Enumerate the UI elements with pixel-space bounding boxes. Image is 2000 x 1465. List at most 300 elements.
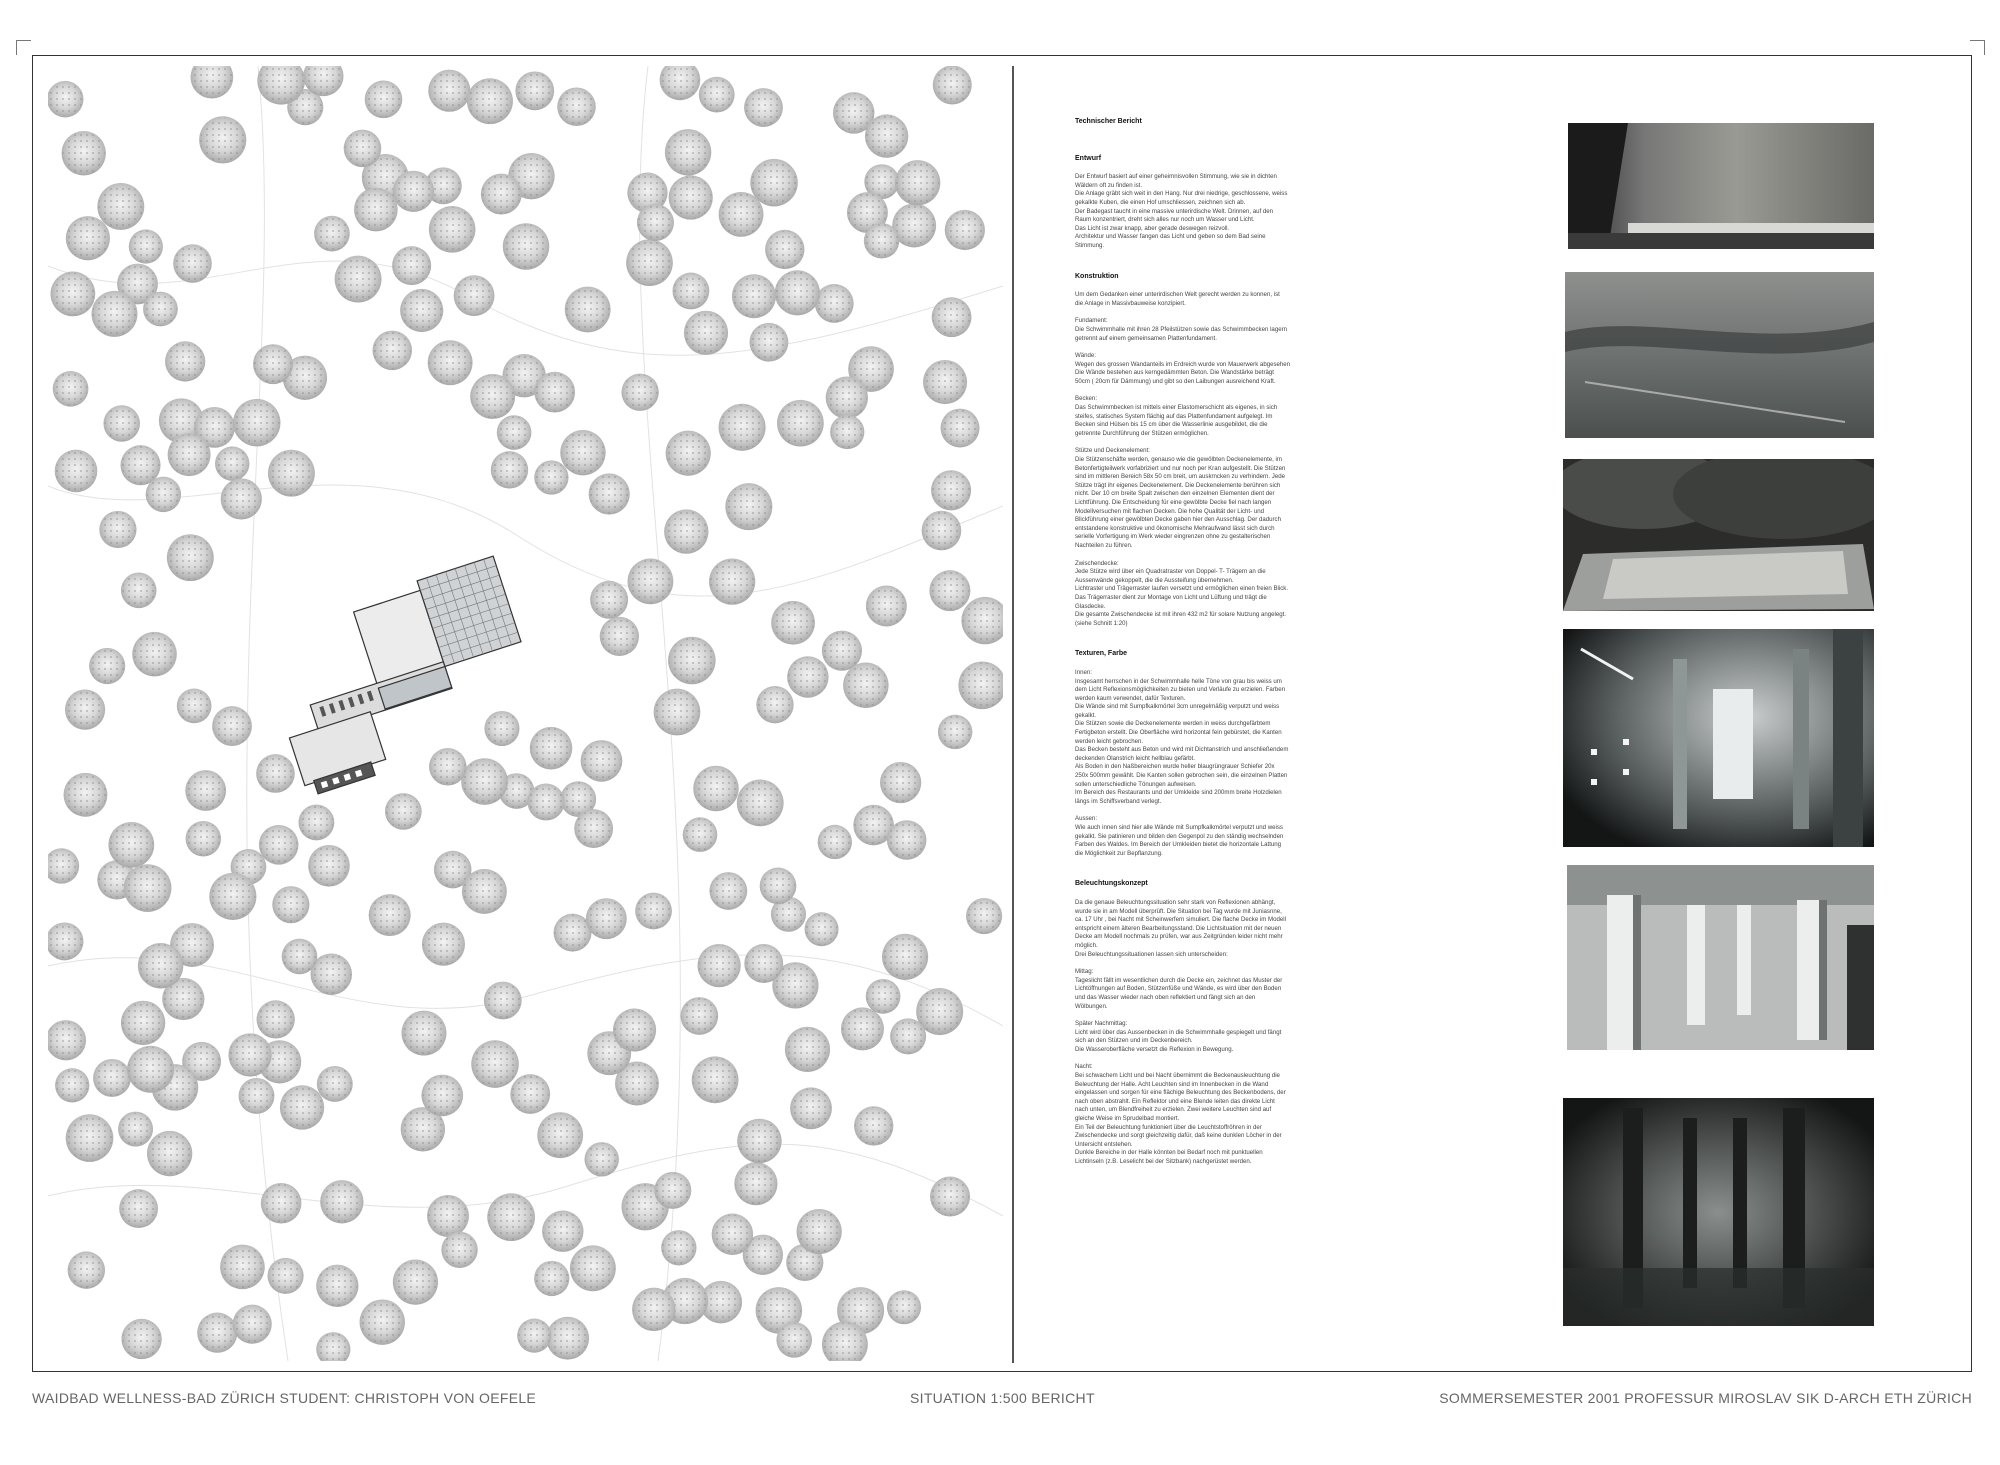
- tree-canopy-texture: [213, 707, 251, 745]
- report-text-line: Wie auch innen sind hier alle Wände mit Sumpfkalkmörtel verputzt und weiss: [1075, 824, 1283, 831]
- report-text-line: Die gesamte Zwischendecke ist mit ihren 432 m2 für solare Nutzung angelegt.: [1075, 611, 1287, 619]
- tree-canopy-texture: [122, 446, 160, 484]
- tree-canopy-texture: [119, 1113, 152, 1146]
- tree-canopy-texture: [881, 763, 920, 802]
- tree-canopy-texture: [693, 1057, 738, 1102]
- report-section-heading: Konstruktion: [1075, 272, 1119, 280]
- tree-canopy-texture: [394, 1261, 437, 1304]
- report-text-line: nach oben abstrahlt. Ein Reflektor und eine Blende leiten das direkte Licht: [1075, 1097, 1275, 1105]
- report-text-line: Zwischendecke und sorgt gleichzeitig dafür, daß keine dunklen Löcher in der: [1075, 1132, 1282, 1140]
- report-text-line: Wände:: [1075, 352, 1097, 360]
- report-text-line: Zwischendecke:: [1075, 559, 1119, 567]
- tree-canopy-texture: [516, 72, 553, 109]
- tree-canopy-texture: [210, 874, 255, 919]
- tree-canopy-texture: [361, 1300, 404, 1343]
- report-text-line: Als Boden in den Naßbereichen wurde heller blaugrüngrauer Schiefer 20x: [1075, 763, 1275, 771]
- report-text-line: Die Wasseroberfläche versetzt die Reflexion in Bewegung.: [1075, 1045, 1234, 1053]
- tree-canopy-texture: [590, 474, 629, 513]
- tree-canopy-texture: [655, 1173, 690, 1208]
- tree-canopy-texture: [174, 245, 211, 282]
- tree-canopy-texture: [94, 1060, 130, 1096]
- report-text-line: Farben des Waldes. Im Bereich der Umkleiden bietet die horizontale Lattung: [1075, 841, 1282, 849]
- tree-canopy-texture: [455, 276, 494, 315]
- report-text-line: Raum konzentriert, dreht sich alles nur noch um Wasser und Licht.: [1075, 216, 1255, 224]
- report-text-line: und das Wasser wieder nach oben reflektiert und fängt sich an den: [1075, 993, 1256, 1001]
- tree-canopy-texture: [726, 484, 771, 529]
- tree-canopy-texture: [133, 633, 176, 676]
- report-section-heading: Texturen, Farbe: [1075, 650, 1127, 658]
- tree-canopy-texture: [283, 940, 317, 974]
- tree-canopy-texture: [401, 290, 442, 331]
- report-text-line: Die Wände sind mit Sumpfkalkmörtel 3cm unregelmäßig verputzt und weiss: [1075, 703, 1280, 711]
- tree-canopy-texture: [601, 618, 638, 655]
- tree-canopy-texture: [934, 66, 971, 103]
- tree-canopy-texture: [169, 434, 210, 475]
- tree-canopy-texture: [777, 1323, 811, 1357]
- tree-canopy-texture: [269, 1259, 303, 1293]
- tree-canopy-texture: [442, 1233, 476, 1267]
- tree-canopy-texture: [761, 869, 796, 904]
- tree-canopy-texture: [627, 240, 672, 285]
- tree-canopy-texture: [122, 1320, 160, 1358]
- report-text-line: werden kaum verwendet, dafür Texturen.: [1075, 694, 1186, 702]
- tree-canopy-texture: [122, 1002, 164, 1044]
- footer-plan-label: SITUATION 1:500 BERICHT: [910, 1390, 1095, 1406]
- tree-canopy-texture: [48, 82, 82, 117]
- tree-canopy-texture: [867, 980, 900, 1013]
- tree-canopy-texture: [667, 432, 710, 475]
- tree-canopy-texture: [430, 207, 475, 252]
- tree-canopy-texture: [967, 899, 1001, 933]
- tree-canopy-texture: [585, 1143, 617, 1175]
- tree-canopy-texture: [662, 1231, 695, 1264]
- tree-canopy-texture: [791, 1088, 831, 1128]
- photo-pool-water: [1565, 272, 1874, 438]
- report-text-line: Aussen:: [1075, 815, 1098, 823]
- tree-canopy-texture: [893, 205, 935, 247]
- report-text-line: serielle Vorfertigung im Werk wieder eingrenzen ohne zu gestalterischen: [1075, 533, 1271, 541]
- tree-canopy-texture: [122, 574, 156, 608]
- tree-canopy-texture: [498, 416, 531, 449]
- report-text-line: (siehe Schnitt 1:20): [1075, 619, 1128, 627]
- report-paragraph: [1075, 1020, 1315, 1054]
- tree-canopy-texture: [959, 662, 1003, 708]
- tree-canopy-texture: [482, 175, 521, 214]
- tree-canopy-texture: [561, 431, 604, 474]
- report-paragraph: [1075, 447, 1315, 550]
- report-text-line: Das Trägerraster dient zur Montage von Licht und Lüftung und trägt die: [1075, 593, 1267, 601]
- report-text-line: Aussenwände gekoppelt, die die Aussteifung übernehmen.: [1075, 576, 1234, 584]
- tree-canopy-texture: [309, 846, 349, 886]
- tree-canopy-texture: [629, 559, 673, 603]
- tree-canopy-texture: [674, 274, 709, 309]
- tree-canopy-texture: [823, 632, 861, 670]
- tree-canopy-texture: [681, 998, 717, 1034]
- tree-canopy-texture: [896, 161, 939, 204]
- report-text-line: werden leicht gebrochen.: [1075, 737, 1144, 745]
- tree-canopy-texture: [778, 401, 823, 446]
- tree-canopy-texture: [130, 230, 162, 262]
- sheet-divider: [1012, 66, 1014, 1363]
- tree-canopy-texture: [844, 664, 887, 707]
- report-title: Technischer Bericht: [1075, 118, 1142, 125]
- tree-canopy-texture: [67, 217, 109, 259]
- tree-canopy-texture: [842, 1008, 883, 1049]
- tree-canopy-texture: [738, 1120, 780, 1162]
- tree-canopy-texture: [622, 375, 657, 410]
- tree-canopy-texture: [638, 205, 673, 240]
- tree-canopy-texture: [866, 115, 907, 156]
- tree-canopy-texture: [535, 373, 574, 412]
- tree-canopy-texture: [933, 298, 971, 336]
- tree-canopy-texture: [186, 771, 225, 810]
- report-text-line: Mittag:: [1075, 968, 1094, 976]
- tree-canopy-texture: [262, 1184, 301, 1223]
- tree-canopy-texture: [67, 1115, 113, 1161]
- tree-canopy-texture: [269, 451, 314, 496]
- report-text-line: gleiche Weise im Sprudelbad montiert.: [1075, 1115, 1180, 1123]
- tree-canopy-texture: [373, 332, 411, 370]
- tree-canopy-texture: [198, 1314, 236, 1352]
- report-text-line: Architektur und Wasser fangen das Licht und geben so dem Bad seine: [1075, 233, 1266, 241]
- tree-canopy-texture: [930, 571, 969, 610]
- photo-interior-columns-dusk: [1563, 1098, 1874, 1326]
- tree-canopy-texture: [883, 935, 927, 979]
- tree-canopy-texture: [321, 1181, 362, 1222]
- tree-canopy-texture: [776, 271, 819, 314]
- tree-canopy-texture: [69, 1252, 104, 1287]
- tree-canopy-texture: [511, 1075, 549, 1113]
- tree-canopy-texture: [558, 88, 595, 125]
- report-text-line: ca. 17 Uhr , bei Nacht mit Scheinwerfern simuliert. Die flache Decke im Modell: [1075, 916, 1286, 924]
- report-text-line: Fundament:: [1075, 317, 1108, 325]
- tree-canopy-texture: [240, 1079, 274, 1113]
- report-paragraph: [1075, 317, 1315, 343]
- tree-canopy-texture: [144, 293, 177, 326]
- tree-canopy-texture: [518, 1320, 550, 1352]
- tree-canopy-texture: [429, 341, 472, 384]
- tree-canopy-texture: [798, 1210, 841, 1253]
- tree-canopy-texture: [738, 781, 783, 826]
- report-text-line: sind im mittleren Bereich 58x 50 cm breit, um auskrncken zu verhindern. Jede: [1075, 473, 1285, 481]
- photo-outdoor-pool-garden: [1563, 459, 1874, 611]
- site-plan: [48, 66, 1003, 1361]
- tree-canopy-texture: [65, 774, 107, 816]
- tree-canopy-texture: [428, 1196, 468, 1236]
- tree-canopy-texture: [393, 247, 430, 284]
- tree-canopy-texture: [710, 873, 746, 909]
- tree-canopy-texture: [827, 377, 867, 417]
- tree-canopy-texture: [254, 345, 292, 383]
- report-text-line: Glasdecke.: [1075, 602, 1106, 610]
- tree-canopy-texture: [757, 687, 792, 722]
- tree-canopy-texture: [318, 1067, 352, 1101]
- report-text-line: Wölbungen.: [1075, 1002, 1108, 1010]
- tree-canopy-texture: [56, 1069, 88, 1101]
- site-plan-drawing: [48, 66, 1003, 1361]
- tree-canopy-texture: [720, 405, 765, 450]
- report-text-line: Wegen des grossen Wandanteils im Erdreich wurde von Mauerwerk abgesehen: [1075, 360, 1291, 368]
- report-text-line: Dunkle Bereiche in der Halle könnten bei Bedarf noch mit punktuellen: [1075, 1149, 1263, 1157]
- tree-canopy-texture: [924, 361, 966, 403]
- tree-canopy-texture: [93, 292, 137, 336]
- report-paragraph: [1075, 173, 1315, 250]
- tree-canopy-texture: [766, 231, 803, 268]
- report-text-line: Da die genaue Beleuchtungssituation sehr stark von Reflexionen abhängt,: [1075, 898, 1276, 906]
- report-text-line: 50cm ( 20cm für Dämmung) und gibt so den Laibungen ausreichend Kraft.: [1075, 377, 1276, 385]
- report-text-line: Untersicht entstehen.: [1075, 1140, 1133, 1148]
- report-section: [1075, 273, 1315, 629]
- tree-canopy-texture: [216, 447, 248, 479]
- tree-canopy-texture: [535, 1262, 568, 1295]
- tree-canopy-texture: [120, 1190, 157, 1227]
- tree-canopy-texture: [591, 582, 627, 618]
- report-text-line: Decke am Modell nochmals zu prüfen, war aus Zeitgründen leider nicht mehr: [1075, 933, 1283, 941]
- report-text-line: Die Stützen sowie die Deckenelemente werden in weiss durchgefärbtem: [1075, 720, 1271, 728]
- tree-canopy-texture: [888, 1291, 920, 1323]
- tree-canopy-texture: [504, 224, 549, 269]
- tree-canopy-texture: [430, 749, 465, 784]
- report-text-line: Drei Beleuchtungssituationen lassen sich unterscheiden:: [1075, 950, 1228, 958]
- report-text-line: Stimmung.: [1075, 241, 1105, 249]
- tree-canopy-texture: [485, 712, 518, 745]
- photo-interior-columns-day: [1567, 865, 1874, 1050]
- report-text-line: sollen unterschiedliche Tönungen aufweisen.: [1075, 780, 1197, 788]
- report-text-line: Blickführung einer gewölbten Decke gaben hier den Ausschlag. Der dadurch: [1075, 516, 1281, 524]
- report-text-line: Das Schwimmbecken ist mittels einer Elastomerschicht als eigenes, in sich: [1075, 404, 1278, 412]
- tree-canopy-texture: [273, 887, 308, 922]
- tree-canopy-texture: [422, 1076, 462, 1116]
- tree-canopy-texture: [485, 983, 521, 1019]
- tree-canopy-texture: [917, 989, 962, 1034]
- report-text-line: Lichtinseln (z.B. Leselicht bei der Sitzbank) nachgerüstet werden.: [1075, 1158, 1252, 1165]
- tree-canopy-texture: [831, 416, 863, 448]
- tree-canopy-texture: [555, 915, 591, 951]
- report-text-line: Lichtraster und Trägerraster laufen versetzt und ermöglichen einen freien Blick.: [1075, 585, 1289, 593]
- report-text-line: Wäldern oft zu finden ist.: [1075, 181, 1143, 189]
- tree-canopy-texture: [670, 176, 712, 218]
- report-text-line: Bei schwachem Licht und bei Nacht übernimmt die Beckenausleuchtung die: [1075, 1072, 1280, 1080]
- tree-canopy-texture: [939, 716, 971, 748]
- tree-canopy-texture: [366, 81, 402, 117]
- report-text-line: Lichtöffnungen auf Boden, Stützenfüße und Wände, es wird über den Boden: [1075, 985, 1282, 993]
- report-text-line: Die Wände bestehen aus kerngedämmten Beton. Die Wandstärke beträgt: [1075, 369, 1274, 377]
- report-text-line: nach unten, um Blendfreiheit zu erzielen. Zwei weitere Leuchten sind auf: [1075, 1106, 1272, 1114]
- footer-semester-chair: SOMMERSEMESTER 2001 PROFESSUR MIROSLAV SIK D-ARCH ETH ZÜRICH: [1439, 1390, 1972, 1406]
- report-section-heading: Entwurf: [1075, 154, 1102, 162]
- tree-canopy-texture: [488, 1194, 534, 1240]
- report-paragraph: [1075, 815, 1315, 858]
- tree-canopy-texture: [528, 784, 563, 819]
- report-text-line: wurde sie in am Modell überprüft. Die Situation bei Tag wurde mit Juniasnne,: [1075, 907, 1282, 915]
- tree-canopy-texture: [819, 826, 851, 858]
- tree-canopy-texture: [932, 471, 970, 509]
- tree-canopy-texture: [865, 224, 899, 258]
- tree-canopy-group: [48, 66, 1003, 1361]
- tree-canopy-texture: [531, 728, 572, 769]
- tree-canopy-texture: [633, 1289, 674, 1330]
- report-text-line: Tageslicht fällt im wesentlichen durch die Decke ein, zeichnet das Muster der: [1075, 976, 1283, 984]
- report-text-line: Licht wird über das Aussenbecken in die Schwimmhalle gespiegelt und fängt: [1075, 1028, 1282, 1036]
- tree-canopy-texture: [90, 649, 124, 683]
- tree-canopy-texture: [221, 1246, 264, 1289]
- tree-canopy-texture: [147, 478, 180, 511]
- tree-canopy-texture: [98, 184, 143, 229]
- tree-canopy-texture: [468, 79, 512, 123]
- tree-canopy-texture: [315, 217, 349, 251]
- tree-canopy-texture: [402, 1012, 445, 1055]
- report-text-line: Betonfertigteilwerk vorfabriziert und nur noch per Kran aufgestellt. Die Stützen: [1075, 464, 1286, 472]
- crop-mark-top-right: [1970, 40, 1985, 55]
- report-text-line: Das Licht ist zwar knapp, aber gerade deswegen reizvoll.: [1075, 224, 1230, 232]
- tree-canopy-texture: [786, 1028, 829, 1071]
- tree-canopy-texture: [281, 1086, 323, 1128]
- report-sections: [1075, 155, 1315, 1167]
- tree-canopy-texture: [56, 451, 97, 492]
- tree-canopy-texture: [575, 810, 612, 847]
- report-text-line: nicht. Der 10 cm breite Spalt zwischen den einzelnen Elementen dient der: [1075, 490, 1275, 498]
- report-text-line: deckenden Ölanstrich leicht hellblau gefärbt.: [1075, 754, 1195, 762]
- tree-canopy-texture: [684, 818, 717, 851]
- tree-canopy-texture: [582, 741, 622, 781]
- tree-canopy-texture: [713, 1214, 753, 1254]
- tree-canopy-texture: [665, 510, 707, 552]
- tree-canopy-texture: [345, 131, 381, 167]
- tree-canopy-texture: [698, 945, 739, 986]
- report-text-line: getrennt auf einem gemeinsamen Plattenfundament.: [1075, 334, 1217, 342]
- tree-canopy-texture: [148, 1132, 191, 1175]
- tree-canopy-texture: [942, 410, 979, 447]
- tree-canopy-texture: [655, 690, 700, 735]
- tree-canopy-texture: [336, 257, 381, 302]
- tree-canopy-texture: [669, 638, 715, 684]
- report-text-line: dem Licht Reflexionsmöglichkeiten zu bieten und Verläufe zu erzielen. Farben: [1075, 686, 1286, 694]
- tree-canopy-texture: [229, 1034, 270, 1075]
- report-text-line: Um dem Gedanken einer unterirdischen Welt gerecht werden zu konnen, ist: [1075, 291, 1280, 299]
- tree-canopy-texture: [471, 375, 514, 418]
- report-paragraph: [1075, 560, 1315, 629]
- report-paragraph: [1075, 968, 1315, 1011]
- tree-canopy-texture: [200, 117, 245, 162]
- tree-canopy-texture: [51, 273, 94, 316]
- report-paragraph: [1075, 899, 1315, 959]
- tree-canopy-texture: [710, 560, 754, 604]
- report-text-line: Beleuchtung der Halle. Acht Leuchten sind im Innenbecken in die Wand: [1075, 1080, 1269, 1088]
- tree-canopy-texture: [312, 954, 352, 994]
- report-text-line: Die Anlage gräbt sich weit in den Hang. Nur drei niedrige, geschlossene, weiss: [1075, 190, 1288, 198]
- tree-canopy-texture: [867, 587, 906, 626]
- tree-canopy-texture: [166, 342, 204, 380]
- report-paragraph: [1075, 291, 1315, 308]
- tree-canopy-texture: [63, 132, 105, 174]
- photo-model-wall-light: [1568, 123, 1874, 249]
- tree-canopy-texture: [260, 826, 298, 864]
- report-text-line: Jede Stütze wird über ein Quadratraster von Doppel- T- Trägern an die: [1075, 568, 1266, 576]
- report-text-line: die Anlage in Massivbauweise konzipiert.: [1075, 299, 1186, 307]
- building-plan: [255, 556, 546, 797]
- tree-canopy-texture: [566, 288, 610, 332]
- report-text-line: eingelassen und sorgen für eine flächige Beleuchtung des Beckenbodens, der: [1075, 1089, 1286, 1097]
- tree-canopy-texture: [694, 767, 737, 810]
- tree-canopy-texture: [386, 794, 421, 829]
- report-text-line: entstandene konstruktive und ökonomische Mehraufwand lässt sich durch: [1075, 524, 1275, 532]
- tree-canopy-texture: [543, 1212, 582, 1251]
- report-text-line: Ein Teil der Beleuchtung funktioniert über die Leuchtstoffröhren in der: [1075, 1123, 1262, 1131]
- report-text-line: steifes, statisches System flächig auf das Plattenfundament aufgelegt. Im: [1075, 412, 1273, 420]
- report-text-line: Das Becken besteht aus Beton und wird mit Dichtanstrich und anschließendem: [1075, 746, 1289, 754]
- tree-canopy-texture: [257, 755, 294, 792]
- report-text-line: Später Nachmittag:: [1075, 1020, 1128, 1028]
- report-text-line: entspricht einem älteren Bearbeitungsstand. Die Lichtsituation mit der neuen: [1075, 924, 1282, 932]
- tree-canopy-texture: [788, 657, 827, 696]
- tree-canopy-texture: [100, 512, 135, 547]
- report-text-line: Fertigbeton erstellt. Die Oberfläche wird horizontal fein gebürstet, die Kanten: [1075, 729, 1282, 737]
- tree-canopy-texture: [888, 821, 926, 859]
- tree-canopy-texture: [587, 899, 626, 938]
- tree-canopy-texture: [222, 479, 261, 518]
- report-text-line: getrennte Durchführung der Stützen ermöglichen.: [1075, 429, 1209, 437]
- report-section: [1075, 650, 1315, 858]
- photo-interior-corridor-night: [1563, 629, 1874, 847]
- report-text-line: Nachteilen zu führen.: [1075, 541, 1133, 549]
- tree-canopy-texture: [751, 160, 797, 206]
- report-paragraph: [1075, 395, 1315, 438]
- tree-canopy-texture: [720, 193, 763, 236]
- tree-canopy-texture: [772, 602, 814, 644]
- tree-canopy-texture: [923, 512, 961, 550]
- tree-canopy-texture: [547, 1318, 588, 1359]
- report-text-line: gekalkte Kuben, die einen Hof umschliessen, zeichnen sich ab.: [1075, 198, 1246, 206]
- tree-canopy-texture: [234, 400, 279, 445]
- report-section-heading: Beleuchtungskonzept: [1075, 880, 1148, 888]
- report-text-line: Nacht:: [1075, 1063, 1093, 1071]
- tree-canopy-texture: [125, 865, 171, 911]
- tree-canopy-texture: [187, 822, 220, 855]
- tree-canopy-texture: [317, 1266, 357, 1306]
- tree-canopy-texture: [104, 406, 139, 441]
- tree-canopy-texture: [733, 275, 775, 317]
- report-text-line: Die Stützenschäfte werden, genauso wie die gewölbten Deckenelemente, im: [1075, 456, 1282, 464]
- tree-canopy-texture: [168, 535, 213, 580]
- tree-canopy-texture: [462, 759, 507, 804]
- report-text-line: Modellversuchen mit flachen Decken. Die hohe Qualität der Licht- und: [1075, 507, 1265, 515]
- tree-canopy-texture: [946, 211, 984, 249]
- tree-canopy-texture: [891, 1019, 925, 1053]
- tree-canopy-texture: [745, 89, 782, 126]
- tree-canopy-texture: [931, 1178, 969, 1216]
- report-paragraph: [1075, 352, 1315, 386]
- tree-canopy-texture: [685, 312, 727, 354]
- report-text-line: die Möglichkeit zur Bepflanzung.: [1075, 849, 1163, 857]
- report-text-line: Stütze trägt ihr eigenes Deckenelement. Die Deckenelemente berühren sich: [1075, 481, 1281, 489]
- report-text-line: Innen:: [1075, 668, 1092, 676]
- report-text-line: Becken:: [1075, 395, 1098, 403]
- tree-canopy-texture: [109, 823, 153, 867]
- report-paragraph: [1075, 669, 1315, 807]
- report-paragraph: [1075, 1063, 1315, 1166]
- tree-canopy-texture: [535, 461, 567, 493]
- footer-project-student: WAIDBAD WELLNESS-BAD ZÜRICH STUDENT: CHRISTOPH VON OEFELE: [32, 1390, 537, 1406]
- tree-canopy-texture: [463, 870, 506, 913]
- report-text-line: Lichtführung. Die Entscheidung für eine gewölbte Decke fiel nach langen: [1075, 499, 1272, 506]
- report-text-line: Stütze und Deckenelement:: [1075, 447, 1150, 455]
- tree-canopy-texture: [299, 805, 333, 839]
- tree-canopy-texture: [258, 1001, 294, 1037]
- report-text-line: Insgesamt herrschen in der Schwimmhalle helle Töne von grau bis weiss um: [1075, 677, 1282, 685]
- tree-canopy-texture: [178, 690, 211, 723]
- tree-canopy-texture: [636, 894, 671, 929]
- crop-mark-top-left: [16, 40, 31, 55]
